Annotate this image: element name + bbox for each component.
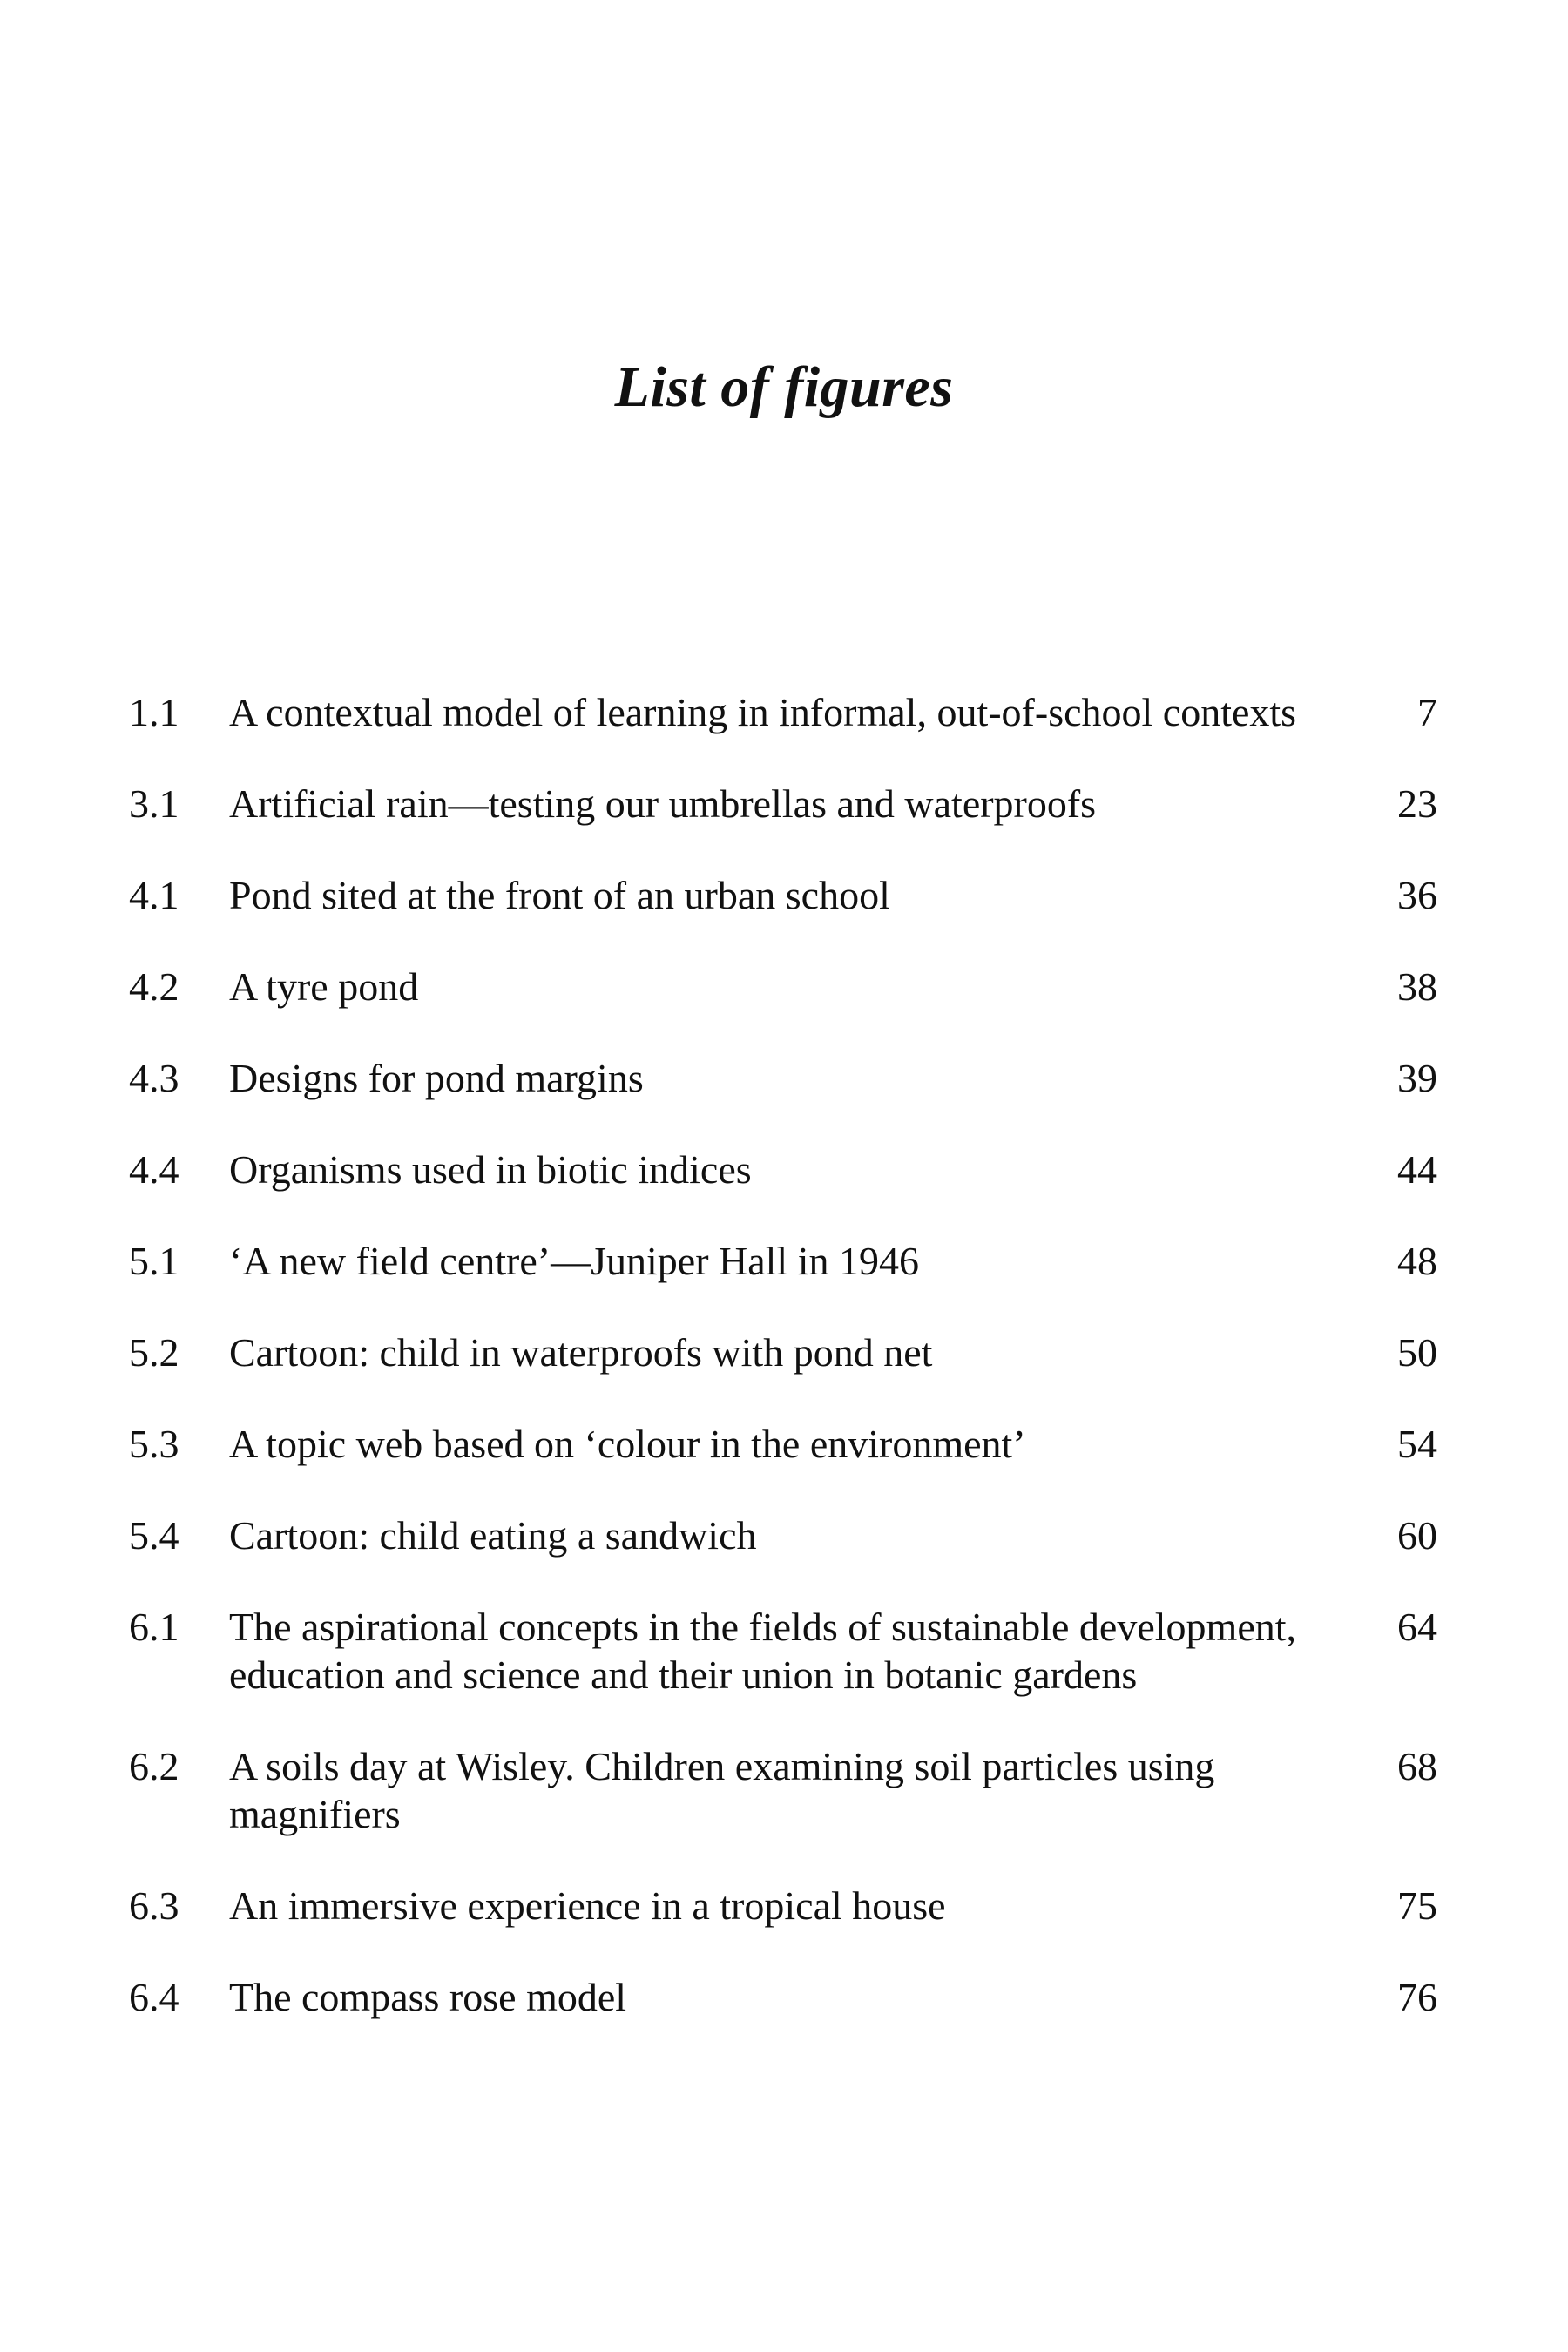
figure-number: 4.1	[129, 873, 179, 917]
figure-caption: The aspirational concepts in the fields of sustainable development, education and science and their union in botanic gardens	[229, 1605, 1297, 1697]
figure-caption: Pond sited at the front of an urban school	[229, 873, 890, 917]
figure-number: 5.1	[129, 1239, 179, 1283]
figure-page-number: 36	[1397, 873, 1437, 917]
figure-caption: A tyre pond	[229, 964, 419, 1009]
figure-caption: Artificial rain—testing our umbrellas and waterproofs	[229, 781, 1097, 826]
figure-caption: The compass rose model	[229, 1975, 627, 2019]
figure-page-number: 76	[1397, 1975, 1437, 2019]
figure-number: 5.4	[129, 1513, 179, 1558]
figure-row-5-1	[129, 1237, 1437, 1285]
figure-number: 4.4	[129, 1147, 179, 1192]
figure-page-number: 60	[1397, 1513, 1437, 1558]
figure-number: 3.1	[129, 781, 179, 826]
figure-number: 6.3	[129, 1883, 179, 1928]
figure-page-number: 50	[1397, 1330, 1437, 1375]
figure-row-4-2	[129, 963, 1437, 1010]
figure-row-4-4	[129, 1146, 1437, 1193]
figure-row-5-4	[129, 1511, 1437, 1559]
figure-caption: Cartoon: child in waterproofs with pond net	[229, 1330, 933, 1375]
figure-caption: ‘A new field centre’—Juniper Hall in 1946	[229, 1239, 919, 1283]
figure-number: 6.4	[129, 1975, 179, 2019]
figure-row-5-2	[129, 1328, 1437, 1376]
figure-caption: An immersive experience in a tropical house	[229, 1883, 946, 1928]
figure-page-number: 7	[1417, 690, 1437, 734]
page-title: List of figures	[614, 355, 954, 420]
figure-row-1-1	[129, 688, 1437, 736]
figure-caption: A topic web based on ‘colour in the environment’	[229, 1422, 1026, 1466]
figure-page-number: 44	[1397, 1147, 1437, 1192]
figure-page-number: 39	[1397, 1056, 1437, 1100]
figure-caption: Organisms used in biotic indices	[229, 1147, 752, 1192]
figure-number: 5.2	[129, 1330, 179, 1375]
figure-row-3-1	[129, 780, 1437, 828]
figure-number: 6.1	[129, 1605, 179, 1649]
figure-row-6-2	[129, 1742, 1437, 1838]
figure-caption: Cartoon: child eating a sandwich	[229, 1513, 757, 1558]
figure-number: 4.3	[129, 1056, 179, 1100]
figure-number: 5.3	[129, 1422, 179, 1466]
figure-number: 4.2	[129, 964, 179, 1009]
figure-row-4-3	[129, 1054, 1437, 1102]
figure-page-number: 75	[1397, 1883, 1437, 1928]
figure-row-5-3	[129, 1420, 1437, 1468]
figure-caption: A soils day at Wisley. Children examining soil particles using magnifiers	[229, 1744, 1215, 1836]
figure-page-number: 54	[1397, 1422, 1437, 1466]
figure-caption: Designs for pond margins	[229, 1056, 644, 1100]
figure-row-6-4	[129, 1973, 1437, 2021]
figure-caption: A contextual model of learning in informal, out-of-school contexts	[229, 690, 1297, 734]
figure-row-6-3	[129, 1882, 1437, 1930]
figure-page-number: 23	[1397, 781, 1437, 826]
figure-number: 6.2	[129, 1744, 179, 1788]
figure-row-6-1	[129, 1603, 1437, 1699]
figure-row-4-1	[129, 871, 1437, 919]
figure-page-number: 68	[1397, 1744, 1437, 1788]
figure-page-number: 38	[1397, 964, 1437, 1009]
figure-page-number: 64	[1397, 1605, 1437, 1649]
figure-page-number: 48	[1397, 1239, 1437, 1283]
figure-number: 1.1	[129, 690, 179, 734]
figure-list	[129, 688, 1437, 2065]
